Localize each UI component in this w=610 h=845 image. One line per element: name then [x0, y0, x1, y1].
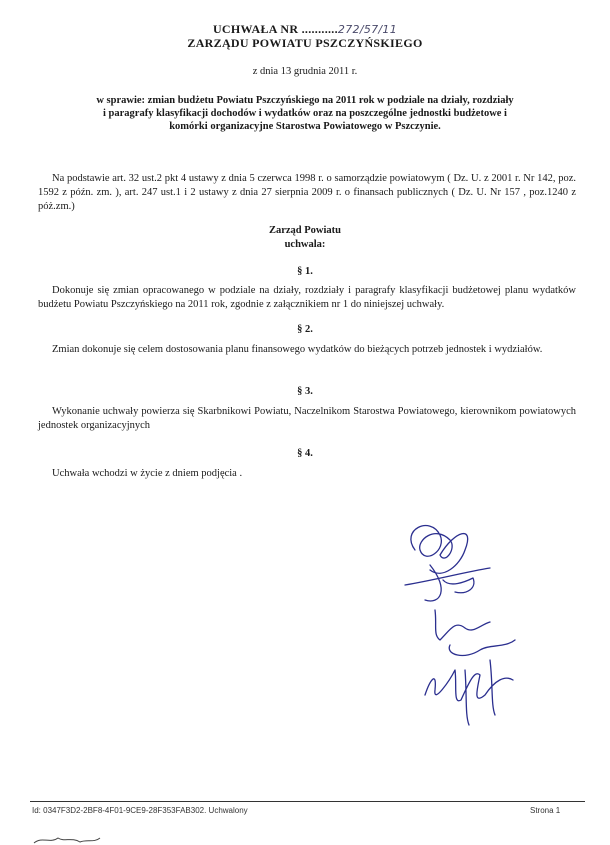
resolves-board: Zarząd Powiatu: [268, 225, 342, 236]
footer-document-id: Id: 0347F3D2-2BF8-4F01-9CE9-28F353FAB302. Uchwalony: [32, 806, 248, 815]
legal-basis: Na podstawie art. 32 ust.2 pkt 4 ustawy z dnia 5 czerwca 1998 r. o samorządzie powiatowym ( Dz. U. z 2001 r. Nr 142, poz. 1592 z późn. zm. ), art. 247 ust.1 i 2 ustawy z dnia 27 sierpnia 2009 r. o finansach publicznych ( Dz. U. Nr 157 , poz.1240 z póż.zm.): [38, 173, 576, 212]
section-text-1: Dokonuje się zmian opracowanego w podziale na działy, rozdziały i paragrafy klasyfikacji budżetowej planu wydatków budżetu Powiatu Pszczyńskiego na 2011 rok, zgodnie z załącznikiem nr 1 do niniejszej uchwały.: [38, 285, 576, 310]
section-mark-1: § 1.: [297, 266, 313, 277]
resolves-verb: uchwala:: [284, 239, 326, 250]
section-text-3: Wykonanie uchwały powierza się Skarbnikowi Powiatu, Naczelnikom Starostwa Powiatowego, kierownikom powiatowych jednostek organizacyjnych: [38, 406, 576, 431]
title-prefix: UCHWAŁA NR: [212, 22, 302, 36]
footer-divider: [30, 801, 585, 802]
section-text-4: Uchwała wchodzi w życie z dniem podjęcia .: [52, 468, 243, 479]
section-text-2: Zmian dokonuje się celem dostosowania planu finansowego wydatków do bieżących potrzeb jednostek i wydziałów.: [52, 344, 543, 355]
resolution-subject: w sprawie: zmian budżetu Powiatu Pszczyńskiego na 2011 rok w podziale na działy, rozdziały i paragrafy klasyfikacji dochodów i wydatków oraz na poszczególne jednostki budżetowe i komórki organizacyjne Starostwa Powiatowego w Pszczynie.: [96, 95, 514, 132]
section-mark-3: § 3.: [297, 386, 313, 397]
handwritten-number: 272/57/11: [337, 23, 398, 36]
cut-off-handwriting: [32, 834, 102, 845]
resolution-date: z dnia 13 grudnia 2011 r.: [252, 66, 358, 77]
footer-page-number: Strona 1: [530, 806, 561, 815]
title-dots: ...........: [301, 22, 338, 36]
resolves-block: [0, 224, 610, 252]
section-mark-4: § 4.: [297, 448, 313, 459]
board-name: ZARZĄDU POWIATU PSZCZYŃSKIEGO: [187, 36, 423, 50]
resolution-title: [0, 22, 610, 37]
section-mark-2: § 2.: [297, 324, 313, 335]
handwritten-signatures: [395, 510, 555, 730]
